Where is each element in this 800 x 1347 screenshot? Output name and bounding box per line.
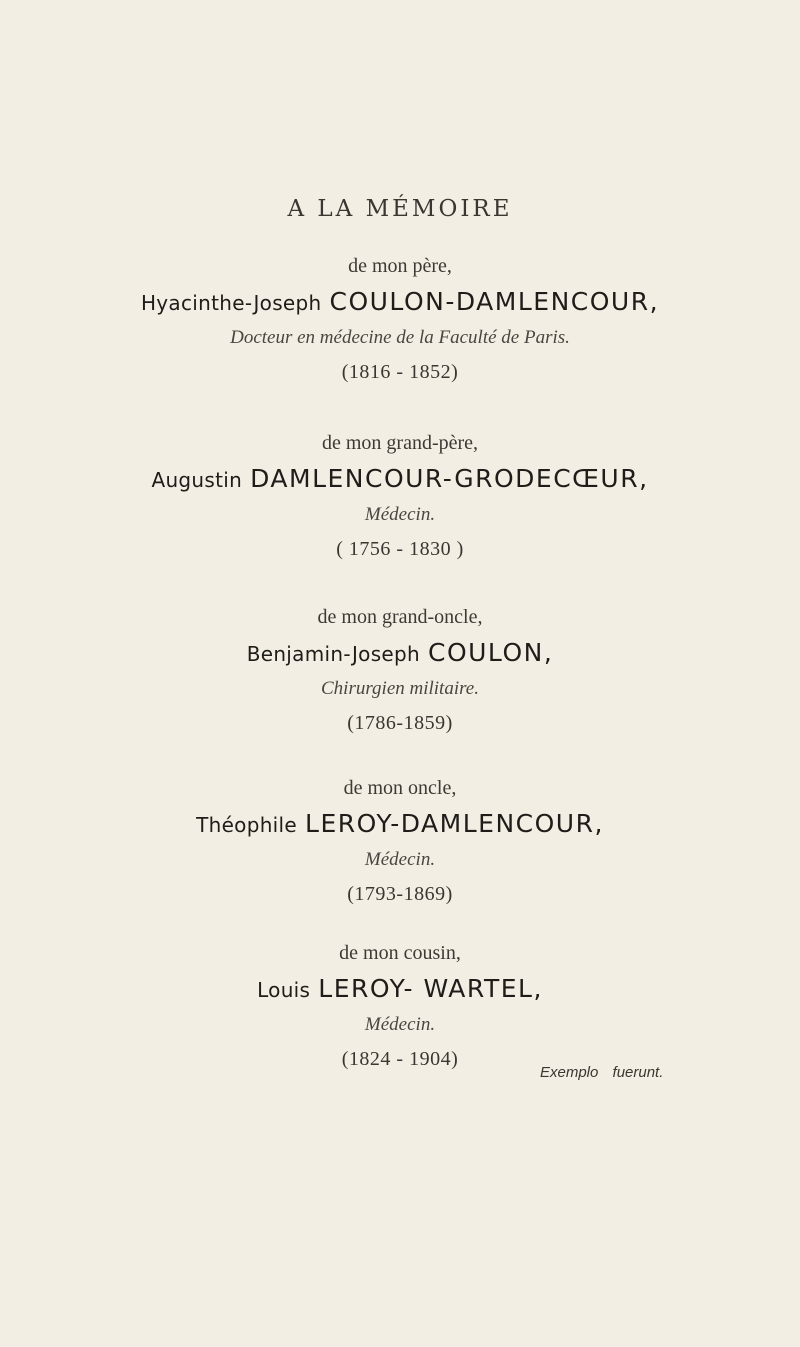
dedication-entry-cousin bbox=[0, 937, 800, 1077]
epigraph: Exemplo fuerunt. bbox=[540, 1064, 664, 1081]
person-name bbox=[0, 633, 800, 673]
first-name: Benjamin-Joseph bbox=[246, 642, 420, 666]
life-dates: (1786-1859) bbox=[347, 712, 453, 734]
life-dates: (1816 - 1852) bbox=[341, 361, 459, 383]
life-dates: (1793-1869) bbox=[347, 883, 453, 905]
relation-text: de mon grand-père, bbox=[321, 432, 479, 454]
first-name: Théophile bbox=[196, 813, 298, 837]
dedication-entry-grand-uncle bbox=[0, 601, 800, 741]
dedication-entry-uncle bbox=[0, 772, 800, 912]
relation-text: de mon père, bbox=[348, 255, 452, 277]
first-name: Augustin bbox=[151, 468, 243, 492]
first-name: Hyacinthe-Joseph bbox=[140, 291, 322, 315]
person-name bbox=[0, 459, 800, 499]
dedication-entry-grandfather bbox=[0, 427, 800, 567]
relation-text: de mon grand-oncle, bbox=[317, 606, 483, 628]
last-name: COULON, bbox=[428, 638, 554, 667]
life-dates: (1824 - 1904) bbox=[341, 1048, 459, 1070]
profession-text: Chirurgien militaire. bbox=[321, 678, 479, 699]
last-name: COULON-DAMLENCOUR, bbox=[329, 287, 660, 316]
dedication-entry-father bbox=[0, 250, 800, 390]
first-name: Louis bbox=[257, 978, 311, 1002]
person-name bbox=[0, 969, 800, 1009]
person-name bbox=[0, 282, 800, 322]
profession-text: Médecin. bbox=[364, 849, 436, 870]
last-name: LEROY-DAMLENCOUR, bbox=[305, 809, 604, 838]
life-dates: ( 1756 - 1830 ) bbox=[336, 538, 464, 560]
last-name: LEROY- WARTEL, bbox=[318, 974, 543, 1003]
page-title: A LA MÉMOIRE bbox=[287, 196, 513, 222]
last-name: DAMLENCOUR-GRODECŒUR, bbox=[250, 464, 649, 493]
relation-text: de mon cousin, bbox=[339, 942, 461, 964]
person-name bbox=[0, 804, 800, 844]
profession-text: Médecin. bbox=[364, 504, 436, 525]
profession-text: Médecin. bbox=[364, 1014, 436, 1035]
profession-text: Docteur en médecine de la Faculté de Paris. bbox=[230, 327, 570, 348]
relation-text: de mon oncle, bbox=[343, 777, 457, 799]
